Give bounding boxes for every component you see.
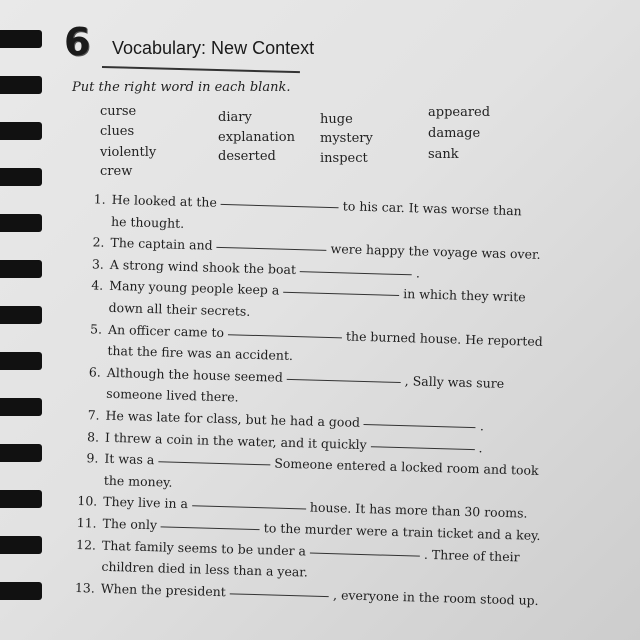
- word-bank-item: crew: [100, 164, 133, 179]
- binding-tab: [0, 398, 42, 416]
- binding-tab: [0, 168, 42, 186]
- word-bank-item: diary: [218, 110, 252, 125]
- item-number: 7.: [87, 407, 100, 423]
- item-text: The captain and: [110, 235, 213, 253]
- item-number: 13.: [74, 579, 96, 596]
- word-bank-item: mystery: [320, 131, 373, 146]
- item-continuation: the money.: [103, 472, 173, 490]
- item-number: 10.: [77, 493, 98, 509]
- answer-blank[interactable]: [161, 514, 260, 530]
- item-text: That family seems to be under a: [101, 537, 307, 558]
- word-bank-item: damage: [428, 126, 481, 141]
- item-number: 6.: [88, 364, 102, 380]
- item-number: 1.: [93, 191, 106, 207]
- word-bank-item: appeared: [428, 105, 491, 120]
- binding-tab: [0, 214, 42, 232]
- item-text: He was late for class, but he had a good: [105, 407, 361, 430]
- item-continuation: he thought.: [110, 213, 185, 231]
- item-number: 3.: [91, 256, 105, 272]
- answer-blank[interactable]: [364, 412, 476, 428]
- section-number: 6: [64, 20, 91, 64]
- binding-tab: [0, 76, 42, 94]
- binding-tab: [0, 444, 42, 462]
- answer-blank[interactable]: [371, 434, 475, 450]
- item-continuation: that the fire was an accident.: [107, 342, 294, 364]
- item-number: 12.: [75, 536, 97, 553]
- item-text: The only: [102, 515, 158, 533]
- item-number: 2.: [92, 234, 105, 250]
- instructions: Put the right word in each blank.: [72, 80, 291, 95]
- word-bank-item: inspect: [320, 151, 368, 166]
- answer-blank[interactable]: [192, 494, 306, 510]
- item-text: were happy the voyage was over.: [330, 241, 541, 263]
- item-text: house. It has more than 30 rooms.: [309, 499, 528, 521]
- item-text: They live in a: [103, 494, 189, 512]
- item-continuation: children died in less than a year.: [101, 558, 309, 580]
- binding-tab: [0, 260, 42, 278]
- answer-blank[interactable]: [283, 280, 399, 296]
- item-text: to the murder were a train ticket and a key.: [263, 520, 541, 543]
- answer-blank[interactable]: [310, 540, 420, 556]
- item-text: .: [415, 265, 421, 281]
- item-number: 11.: [76, 514, 97, 531]
- item-number: 5.: [89, 320, 103, 337]
- item-text: Although the house seemed: [106, 364, 284, 385]
- binding-tab: [0, 536, 42, 554]
- item-text: to his car. It was worse than: [342, 198, 522, 219]
- item-text: Someone entered a locked room and took: [274, 455, 539, 479]
- item-text: I threw a coin in the water, and it quickly: [104, 429, 367, 452]
- item-text: .: [478, 439, 483, 455]
- answer-blank[interactable]: [221, 192, 339, 208]
- binding-tab: [0, 582, 42, 600]
- item-text: the burned house. He reported: [345, 328, 544, 349]
- item-continuation: down all their secrets.: [108, 299, 251, 319]
- item-text: When the president: [100, 580, 227, 599]
- item-number: 8.: [86, 428, 100, 445]
- binding-tab: [0, 306, 42, 324]
- item-text: Many young people keep a: [109, 278, 280, 298]
- item-text: . Three of their: [423, 546, 520, 564]
- item-text: An officer came to: [107, 321, 225, 340]
- binding-tab: [0, 490, 42, 508]
- title-underline: [102, 66, 300, 73]
- item-number: 4.: [91, 277, 104, 294]
- word-bank-item: explanation: [218, 130, 295, 145]
- item-text: , everyone in the room stood up.: [332, 586, 539, 608]
- answer-blank[interactable]: [287, 367, 401, 383]
- word-bank-item: deserted: [218, 149, 276, 164]
- item-text: , Sally was sure: [404, 372, 505, 391]
- word-bank-item: sank: [428, 147, 459, 162]
- item-text: It was a: [104, 450, 155, 468]
- spiral-binding: [0, 0, 44, 640]
- word-bank-item: huge: [320, 112, 353, 127]
- item-text: .: [479, 418, 485, 434]
- binding-tab: [0, 122, 42, 140]
- answer-blank[interactable]: [230, 581, 330, 597]
- word-bank-item: violently: [100, 145, 157, 160]
- exercise-list: [69, 188, 550, 611]
- word-bank-item: curse: [100, 104, 137, 119]
- answer-blank[interactable]: [158, 449, 270, 465]
- section-title: Vocabulary: New Context: [112, 38, 315, 58]
- answer-blank[interactable]: [300, 259, 412, 275]
- item-continuation: someone lived there.: [106, 386, 239, 405]
- answer-blank[interactable]: [217, 235, 327, 251]
- item-text: He looked at the: [111, 191, 218, 210]
- binding-tab: [0, 30, 42, 48]
- word-bank-item: clues: [100, 124, 135, 139]
- binding-tab: [0, 352, 42, 370]
- item-number: 9.: [86, 450, 99, 466]
- item-text: in which they write: [403, 286, 526, 305]
- answer-blank[interactable]: [228, 322, 342, 338]
- item-text: A strong wind shook the boat: [109, 256, 297, 277]
